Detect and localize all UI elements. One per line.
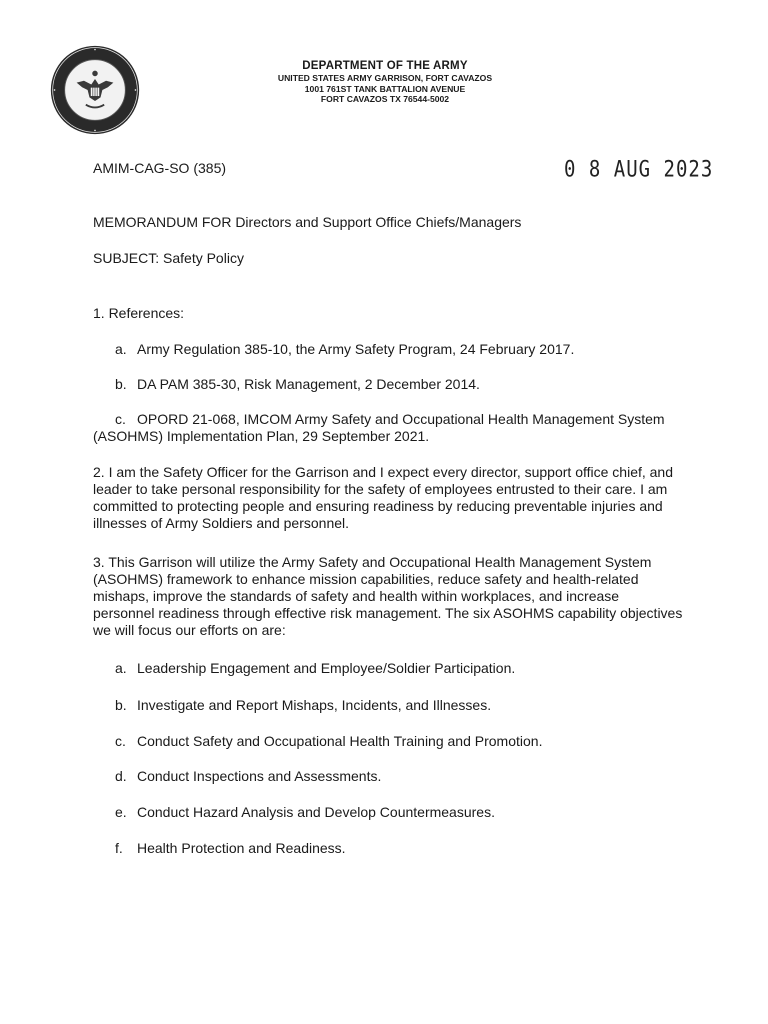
paragraph-3: 3. This Garrison will utilize the Army Safety and Occupational Health Management System (ASOHMS) framework to enhance mission capabilities, reduce safety and health-related mishaps, improve the standards of safety and health within workplaces, and increase personnel readiness through effective risk management. The six ASOHMS capability objectives we will focus our efforts on are: (93, 554, 683, 638)
reference-text: OPORD 21-068, IMCOM Army Safety and Occupational Health Management System (ASOHMS) Implementation Plan, 29 September 2021. (93, 411, 665, 444)
objective-text: Leadership Engagement and Employee/Soldier Participation. (137, 660, 516, 676)
objective-text: Conduct Hazard Analysis and Develop Countermeasures. (137, 804, 495, 820)
objective-marker: c. (115, 733, 126, 749)
objective-item (115, 697, 685, 714)
reference-marker: c. (115, 411, 126, 427)
objective-marker: f. (115, 840, 123, 856)
objective-text: Health Protection and Readiness. (137, 840, 346, 856)
department-name: DEPARTMENT OF THE ARMY (302, 60, 468, 72)
objective-marker: b. (115, 697, 127, 713)
reference-item (115, 376, 685, 393)
paragraph-2: 2. I am the Safety Officer for the Garrison and I expect every director, support office chief, and leader to take personal responsibility for the safety of employees entrusted to their care. I am committed to protecting people and ensuring readiness by reducing preventable injuries and illnesses of Army Soldiers and personnel. (93, 464, 674, 531)
objective-marker: a. (115, 660, 127, 676)
objective-text: Conduct Safety and Occupational Health Training and Promotion. (137, 733, 543, 749)
reference-item (93, 411, 683, 445)
office-symbol: AMIM-CAG-SO (385) (93, 160, 227, 176)
street-address: 1001 761ST TANK BATTALION AVENUE (304, 83, 466, 94)
objective-marker: e. (115, 804, 127, 820)
reference-text: DA PAM 385-30, Risk Management, 2 December 2014. (137, 376, 480, 392)
objective-item (115, 733, 685, 750)
dod-seal-icon (49, 44, 141, 136)
reference-text: Army Regulation 385-10, the Army Safety Program, 24 February 2017. (137, 341, 575, 357)
objective-marker: d. (115, 768, 127, 784)
garrison-name: UNITED STATES ARMY GARRISON, FORT CAVAZOS (277, 73, 493, 83)
city-address: FORT CAVAZOS TX 76544-5002 (320, 94, 450, 104)
reference-marker: b. (115, 376, 127, 392)
references-heading: 1. References: (93, 305, 185, 321)
reference-marker: a. (115, 341, 127, 357)
reference-item (115, 341, 685, 358)
objective-text: Conduct Inspections and Assessments. (137, 768, 382, 784)
objective-item (115, 840, 685, 857)
date-stamp: 0 8 AUG 2023 (564, 157, 714, 183)
objective-item (115, 804, 685, 821)
objective-item (115, 660, 685, 677)
subject-line: SUBJECT: Safety Policy (93, 250, 244, 266)
letterhead (190, 60, 580, 105)
memorandum-for: MEMORANDUM FOR Directors and Support Office Chiefs/Managers (93, 214, 522, 230)
objective-text: Investigate and Report Mishaps, Incidents, and Illnesses. (137, 697, 492, 713)
objective-item (115, 768, 685, 785)
